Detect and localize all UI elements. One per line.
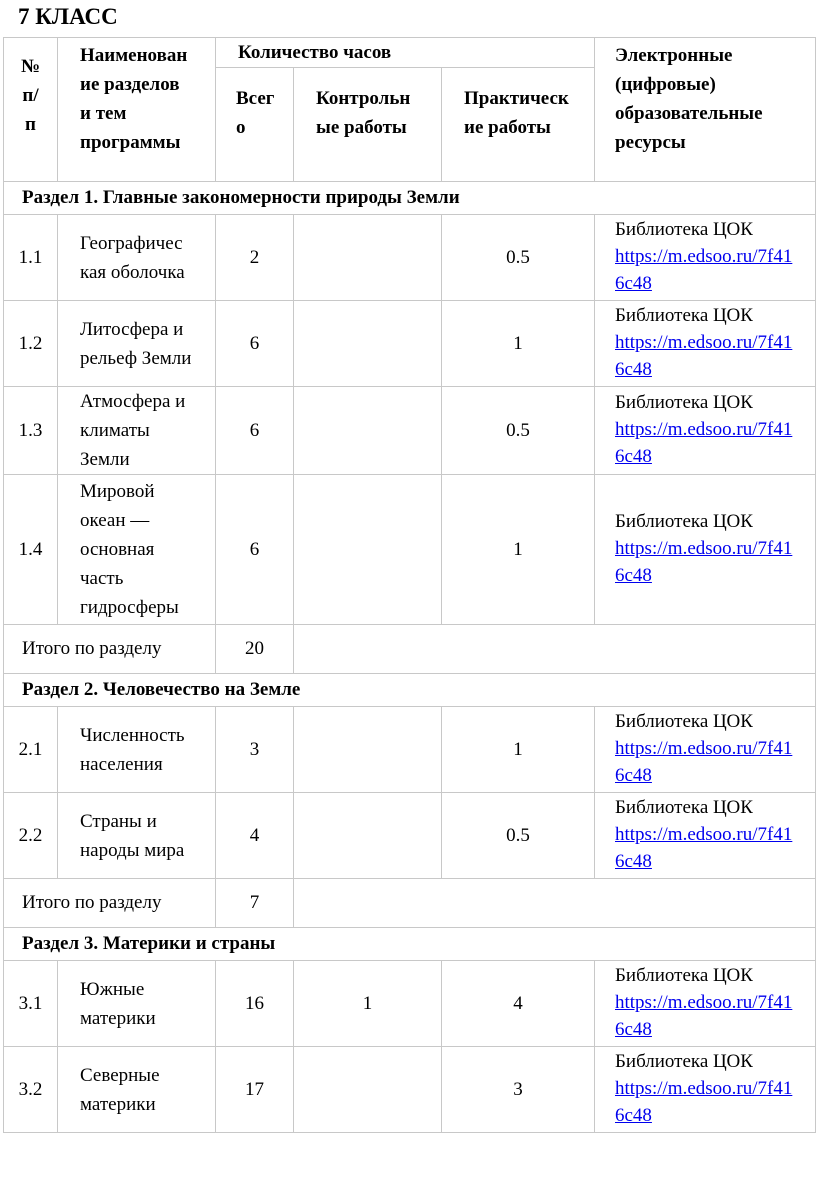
resource-link-line: https://m.edsoo.ru/7f41 [615,419,793,440]
resource-link-line: 6c48 [615,1105,652,1126]
table-row [4,215,816,301]
topic-name-line: Географичес [80,232,183,254]
resource-link-line: https://m.edsoo.ru/7f41 [615,824,793,845]
table-row [4,1047,816,1133]
subtotal-row [4,625,816,674]
resource-link[interactable] [615,538,792,586]
topic-name [58,793,216,879]
section-title: Раздел 1. Главные закономерности природы Земли [4,182,816,215]
resource-link-line: https://m.edsoo.ru/7f41 [615,738,793,759]
hours-control [294,301,442,387]
resource-link-line: 6c48 [615,565,652,586]
header-name-line: ие разделов [80,74,180,95]
topic-name-line: климаты [80,420,150,441]
hours-total: 2 [216,215,294,301]
subtotal-label: Итого по разделу [4,879,216,928]
hours-control [294,475,442,625]
header-name-line: Наименован [80,45,188,66]
header-practical [442,68,595,182]
topic-name-line: Литосфера и [80,318,184,340]
row-number: 1.2 [4,301,58,387]
hours-total: 17 [216,1047,294,1133]
resource-cell [595,1047,816,1133]
section-title: Раздел 2. Человечество на Земле [4,674,816,707]
hours-control [294,1047,442,1133]
header-resources-line: образовательные [615,103,763,124]
hours-control [294,707,442,793]
resource-label: Библиотека ЦОК [615,965,753,986]
resource-cell [595,387,816,475]
subtotal-value: 20 [216,625,294,674]
topic-name [58,961,216,1047]
hours-total: 4 [216,793,294,879]
topic-name [58,215,216,301]
resource-label: Библиотека ЦОК [615,305,753,326]
row-number: 3.1 [4,961,58,1047]
resource-label: Библиотека ЦОК [615,797,753,818]
topic-name-line: Страны и [80,810,157,832]
topic-name [58,707,216,793]
resource-link[interactable] [615,419,792,467]
hours-practical: 3 [442,1047,595,1133]
resource-link[interactable] [615,1078,792,1126]
topic-name-line: материки [80,1007,156,1029]
topic-name-line: Южные [80,978,145,1000]
subtotal-empty [294,625,816,674]
resource-link-line: 6c48 [615,273,652,294]
hours-practical: 0.5 [442,793,595,879]
resource-label: Библиотека ЦОК [615,392,753,413]
header-practical-line: Практическ [464,88,569,109]
header-resources-line: (цифровые) [615,74,716,95]
resource-label: Библиотека ЦОК [615,1051,753,1072]
resource-link[interactable] [615,992,792,1040]
resource-label: Библиотека ЦОК [615,511,753,532]
resource-link-line: https://m.edsoo.ru/7f41 [615,992,793,1013]
resource-link-line: 6c48 [615,446,652,467]
hours-practical: 1 [442,707,595,793]
topic-name-line: Мировой [80,481,155,502]
topic-name [58,1047,216,1133]
header-resources-line: ресурсы [615,132,686,153]
hours-practical: 1 [442,301,595,387]
header-row [4,38,816,68]
resource-link[interactable] [615,246,792,294]
topic-name-line: кая оболочка [80,261,185,283]
resource-link-line: 6c48 [615,765,652,786]
hours-practical: 4 [442,961,595,1047]
curriculum-table [3,37,816,1133]
section-header-row [4,674,816,707]
topic-name-line: Земли [80,449,130,470]
topic-name-line: основная [80,539,155,560]
table-row [4,707,816,793]
resource-cell [595,475,816,625]
hours-total: 16 [216,961,294,1047]
header-num-line: № [20,56,41,77]
resource-cell [595,793,816,879]
header-control [294,68,442,182]
topic-name-line: Северные [80,1064,160,1086]
subtotal-empty [294,879,816,928]
hours-total: 6 [216,301,294,387]
header-resources [595,38,816,182]
section-header-row [4,928,816,961]
section-title: Раздел 3. Материки и страны [4,928,816,961]
row-number: 1.3 [4,387,58,475]
hours-total: 3 [216,707,294,793]
row-number: 2.2 [4,793,58,879]
topic-name [58,475,216,625]
topic-name-line: океан — [80,510,150,531]
hours-practical: 0.5 [442,387,595,475]
resource-link-line: 6c48 [615,359,652,380]
topic-name-line: народы мира [80,839,185,861]
header-total [216,68,294,182]
resource-link-line: https://m.edsoo.ru/7f41 [615,1078,793,1099]
topic-name-line: Численность [80,724,185,746]
table-row [4,301,816,387]
table-row [4,387,816,475]
topic-name-line: населения [80,753,163,775]
resource-cell [595,215,816,301]
resource-cell [595,961,816,1047]
topic-name-line: материки [80,1093,156,1115]
hours-control [294,215,442,301]
resource-link[interactable] [615,824,792,872]
topic-name-line: часть [80,568,124,589]
header-resources-line: Электронные [615,45,733,66]
row-number: 1.4 [4,475,58,625]
table-row [4,475,816,625]
page-title: 7 КЛАСС [18,4,118,29]
table-row [4,961,816,1047]
header-num [4,38,58,182]
resource-link-line: https://m.edsoo.ru/7f41 [615,538,793,559]
row-number: 1.1 [4,215,58,301]
topic-name [58,301,216,387]
resource-link-line: https://m.edsoo.ru/7f41 [615,246,793,267]
header-name-line: и тем [80,103,127,124]
subtotal-row [4,879,816,928]
resource-label: Библиотека ЦОК [615,711,753,732]
resource-label: Библиотека ЦОК [615,219,753,240]
topic-name [58,387,216,475]
hours-total: 6 [216,475,294,625]
header-control-line: Контрольн [316,88,411,109]
resource-link[interactable] [615,738,792,786]
header-num-line: п/ [22,85,39,106]
subtotal-label: Итого по разделу [4,625,216,674]
topic-name-line: рельеф Земли [80,347,192,369]
resource-link-line: https://m.edsoo.ru/7f41 [615,332,793,353]
header-practical-line: ие работы [464,117,551,138]
subtotal-value: 7 [216,879,294,928]
header-total-line: о [236,117,246,138]
header-total-line: Всег [236,88,275,109]
hours-control [294,387,442,475]
hours-control: 1 [294,961,442,1047]
resource-link-line: 6c48 [615,1019,652,1040]
resource-cell [595,301,816,387]
hours-control [294,793,442,879]
topic-name-line: гидросферы [80,597,179,618]
row-number: 3.2 [4,1047,58,1133]
resource-link[interactable] [615,332,792,380]
hours-total: 6 [216,387,294,475]
hours-practical: 0.5 [442,215,595,301]
topic-name-line: Атмосфера и [80,391,186,412]
header-name [58,38,216,182]
header-num-line: п [25,114,36,135]
resource-link-line: 6c48 [615,851,652,872]
header-control-line: ые работы [316,117,407,138]
header-name-line: программы [80,132,181,153]
resource-cell [595,707,816,793]
row-number: 2.1 [4,707,58,793]
hours-practical: 1 [442,475,595,625]
section-header-row [4,182,816,215]
header-hours: Количество часов [216,38,595,68]
table-row [4,793,816,879]
